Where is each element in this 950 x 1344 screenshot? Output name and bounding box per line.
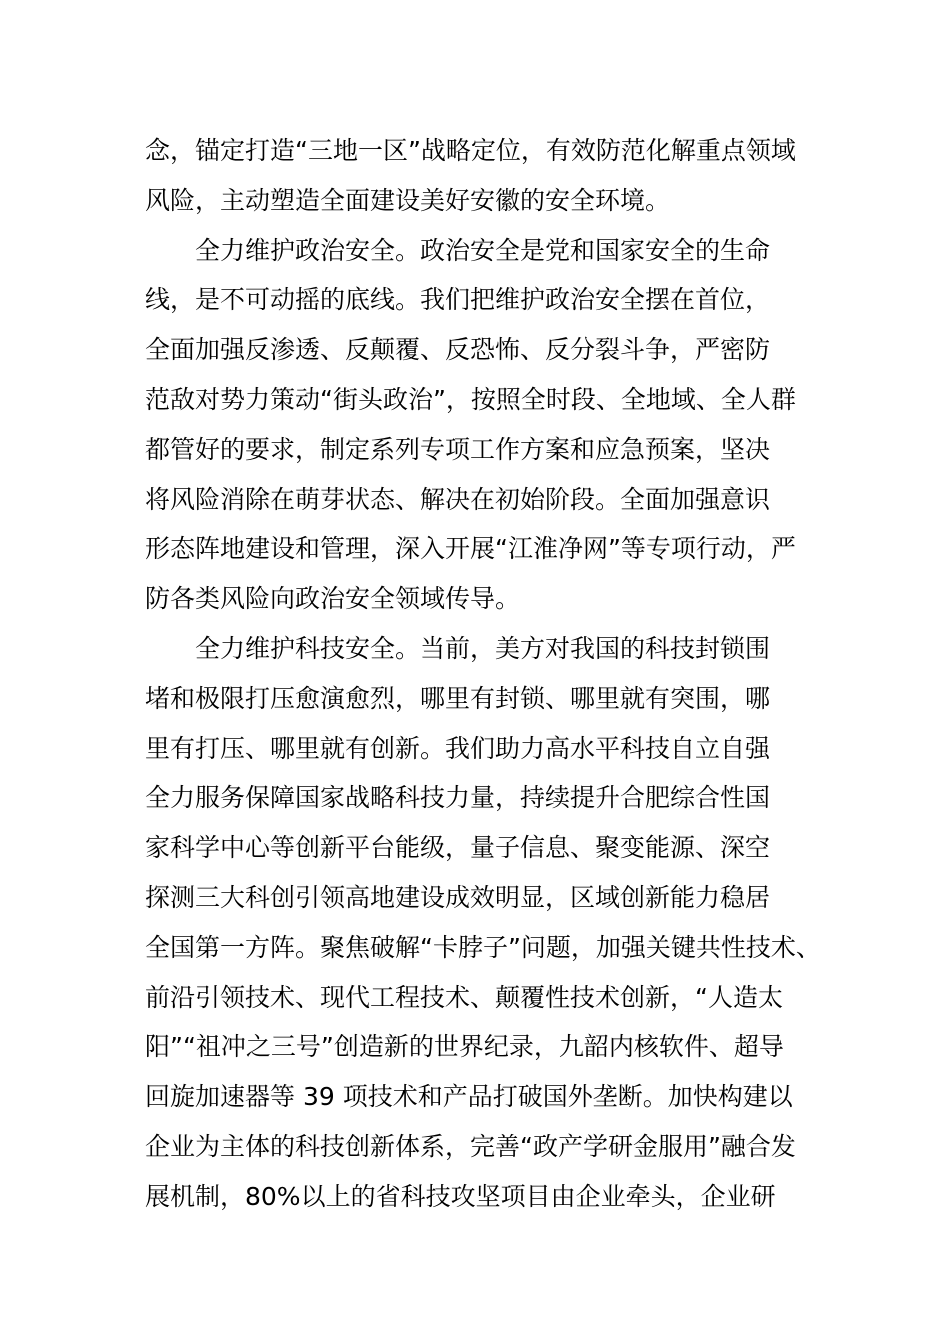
text-line: 探测三大科创引领高地建设成效明显，区域创新能力稳居: [145, 882, 771, 912]
text-line: 全力服务保障国家战略科技力量，持续提升合肥综合性国: [145, 783, 771, 813]
text-line: 风险，主动塑造全面建设美好安徽的安全环境。: [145, 185, 671, 215]
text-line: 里有打压、哪里就有创新。我们助力高水平科技自立自强: [145, 733, 771, 763]
text-line: 阳”“祖冲之三号”创造新的世界纪录，九韶内核软件、超导: [145, 1032, 784, 1062]
body-text: [145, 126, 825, 1222]
text-line: 全面加强反渗透、反颠覆、反恐怖、反分裂斗争，严密防: [145, 335, 771, 365]
text-line: 形态阵地建设和管理，深入开展“江淮净网”等专项行动，严: [145, 534, 796, 564]
text-line: 线，是不可动摇的底线。我们把维护政治安全摆在首位，: [145, 285, 771, 315]
text-line: 全国第一方阵。聚焦破解“卡脖子”问题，加强关键共性技术、: [145, 932, 821, 962]
text-line: 企业为主体的科技创新体系，完善“政产学研金服用”融合发: [145, 1131, 796, 1161]
text-line: 防各类风险向政治安全领域传导。: [145, 584, 521, 614]
text-line: 前沿引领技术、现代工程技术、颠覆性技术创新，“人造太: [145, 982, 783, 1012]
text-line: 回旋加速器等 39 项技术和产品打破国外垄断。加快构建以: [145, 1082, 793, 1112]
text-line: 范敌对势力策动“街头政治”，按照全时段、全地域、全人群: [145, 384, 796, 414]
paragraph-start-political-security: 全力维护政治安全。政治安全是党和国家安全的生命: [195, 235, 771, 265]
text-line: 都管好的要求，制定系列专项工作方案和应急预案，坚决: [145, 434, 771, 464]
text-line: 家科学中心等创新平台能级，量子信息、聚变能源、深空: [145, 833, 771, 863]
text-line: 展机制，80%以上的省科技攻坚项目由企业牵头，企业研: [145, 1181, 776, 1211]
text-line: 念，锚定打造“三地一区”战略定位，有效防范化解重点领域: [145, 136, 796, 165]
text-line: 将风险消除在萌芽状态、解决在初始阶段。全面加强意识: [145, 484, 771, 514]
text-line: 堵和极限打压愈演愈烈，哪里有封锁、哪里就有突围，哪: [145, 683, 771, 713]
paragraph-start-tech-security: 全力维护科技安全。当前，美方对我国的科技封锁围: [195, 633, 771, 663]
